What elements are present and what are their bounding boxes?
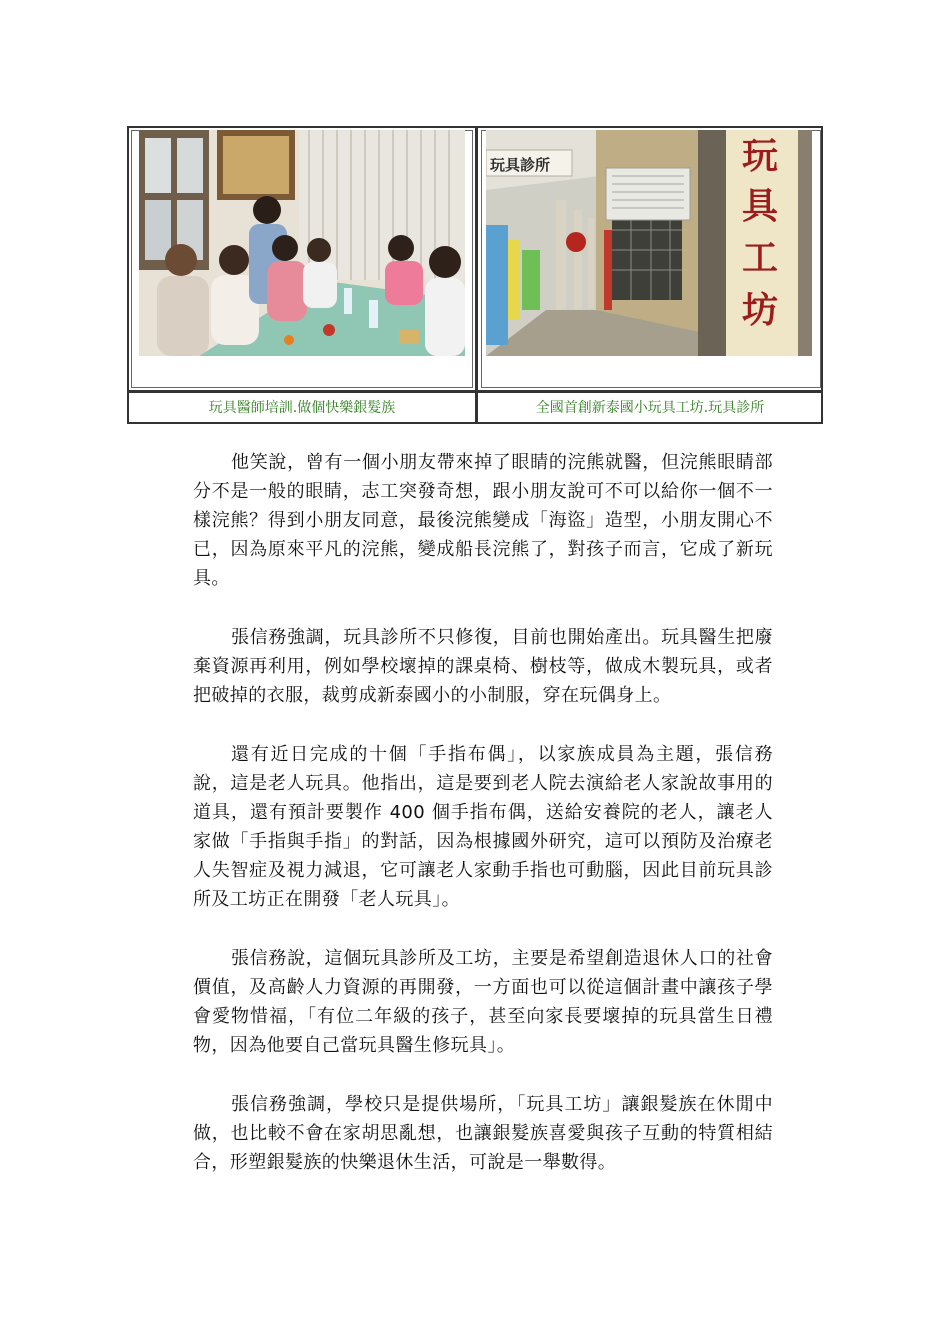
paragraph-1: 他笑說，曾有一個小朋友帶來掉了眼睛的浣熊就醫，但浣熊眼睛部分不是一般的眼睛，志工突發奇想，跟小朋友說可不可以給你一個不一樣浣熊？得到小朋友同意，最後浣熊變成「海盜」造型，小朋友開心不已，因為原來平凡的浣熊，變成船長浣熊了，對孩子而言，它成了新玩具。 <box>193 452 773 589</box>
paragraph-5: 張信務強調，學校只是提供場所，「玩具工坊」讓銀髮族在休閒中做，也比較不會在家胡思亂想，也讓銀髮族喜愛與孩子互動的特質相結合，形塑銀髮族的快樂退休生活，可說是一舉數得。 <box>193 1094 773 1173</box>
photo-toy-doctor-training <box>139 130 465 356</box>
sign-workshop-char-4: 坊 <box>742 289 779 331</box>
photo-toy-workshop <box>486 130 812 356</box>
table-divider-horizontal <box>129 390 821 393</box>
caption-right: 全國首創新泰國小玩具工坊.玩具診所 <box>535 400 765 416</box>
sign-toy-clinic: 玩具診所 <box>490 156 551 174</box>
sign-workshop-char-3: 工 <box>742 237 779 279</box>
caption-left: 玩具醫師培訓.做個快樂銀髮族 <box>208 400 396 416</box>
paragraph-2: 張信務強調，玩具診所不只修復，目前也開始產出。玩具醫生把廢棄資源再利用，例如學校壞掉的課桌椅、樹枝等，做成木製玩具，或者把破掉的衣服，裁剪成新泰國小的小制服，穿在玩偶身上。 <box>193 627 773 706</box>
article-body <box>193 448 773 1207</box>
sign-workshop-char-1: 玩 <box>742 135 779 177</box>
table-divider-vertical <box>475 128 478 422</box>
photo-table <box>127 126 823 424</box>
paragraph-4: 張信務說，這個玩具診所及工坊，主要是希望創造退休人口的社會價值，及高齡人力資源的再開發，一方面也可以從這個計畫中讓孩子學會愛物惜福，「有位二年級的孩子，甚至向家長要壞掉的玩具當生日禮物，因為他要自己當玩具醫生修玩具」。 <box>193 948 773 1056</box>
paragraph-3: 還有近日完成的十個「手指布偶」，以家族成員為主題，張信務說，這是老人玩具。他指出，這是要到老人院去演給老人家說故事用的道具，還有預計要製作 400 個手指布偶，送給安養院的老人，讓老人家做「手指與手指」的對話，因為根據國外研究，這可以預防及治療老人失智症及視力減退，它可讓老人家動手指也可動腦，因此目前玩具診所及工坊正在開發「老人玩具」。 <box>193 744 773 910</box>
sign-workshop-char-2: 具 <box>742 185 779 227</box>
